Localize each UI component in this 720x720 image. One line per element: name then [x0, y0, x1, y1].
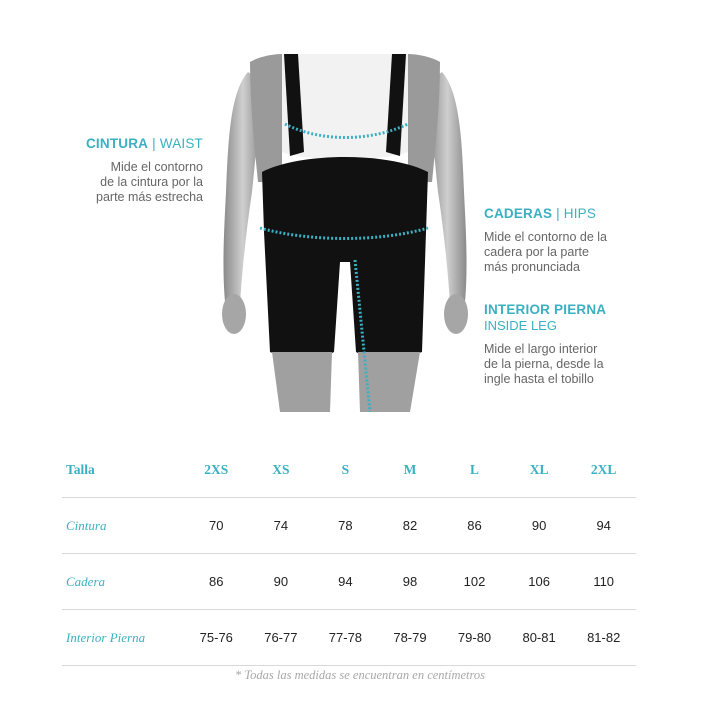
table-cell: 77-78: [313, 610, 378, 666]
table-cell: 81-82: [571, 610, 636, 666]
inseam-callout: [484, 302, 606, 387]
table-cell: 70: [184, 498, 249, 554]
table-header-row: [62, 442, 636, 498]
hips-description: Mide el contorno de la cadera por la parte más pronunciada: [484, 230, 607, 274]
footnote: * Todas las medidas se encuentran en centímetros: [234, 668, 486, 682]
table-cell: 110: [571, 554, 636, 610]
waist-callout: [86, 136, 203, 205]
table-row: [62, 554, 636, 610]
table-row: [62, 610, 636, 666]
table-header-cell: 2XL: [571, 442, 636, 498]
table-cell: 79-80: [442, 610, 507, 666]
table-cell: 90: [507, 498, 572, 554]
hips-callout: [484, 206, 607, 275]
bib-shorts: [262, 157, 428, 358]
table-cell: 80-81: [507, 610, 572, 666]
table-cell: 82: [378, 498, 443, 554]
table-cell: 86: [184, 554, 249, 610]
row-label: Interior Pierna: [62, 610, 184, 666]
table-cell: 90: [249, 554, 314, 610]
waist-title: CINTURA | WAIST: [85, 136, 203, 151]
table-cell: 75-76: [184, 610, 249, 666]
row-label: Cadera: [62, 554, 184, 610]
table-cell: 102: [442, 554, 507, 610]
table-cell: 94: [571, 498, 636, 554]
table-cell: 76-77: [249, 610, 314, 666]
table-row: [62, 498, 636, 554]
hips-title: CADERAS | HIPS: [484, 206, 597, 221]
table-header-cell: M: [378, 442, 443, 498]
inseam-title: INTERIOR PIERNA: [484, 302, 607, 317]
table-header-cell: Talla: [62, 442, 184, 498]
table-header-cell: L: [442, 442, 507, 498]
table-cell: 94: [313, 554, 378, 610]
table-cell: 86: [442, 498, 507, 554]
table-cell: 78: [313, 498, 378, 554]
table-header-cell: XL: [507, 442, 572, 498]
table-header-cell: S: [313, 442, 378, 498]
size-table: [62, 442, 636, 666]
table-cell: 106: [507, 554, 572, 610]
table-header-cell: 2XS: [184, 442, 249, 498]
table-cell: 98: [378, 554, 443, 610]
waist-description: Mide el contorno de la cintura por la parte más estrecha: [96, 160, 203, 204]
model-figure: [200, 52, 490, 412]
inseam-subtitle: INSIDE LEG: [484, 318, 557, 333]
inseam-description: Mide el largo interior de la pierna, desde la ingle hasta el tobillo: [484, 342, 604, 386]
row-label: Cintura: [62, 498, 184, 554]
table-cell: 74: [249, 498, 314, 554]
table-header-cell: XS: [249, 442, 314, 498]
table-cell: 78-79: [378, 610, 443, 666]
